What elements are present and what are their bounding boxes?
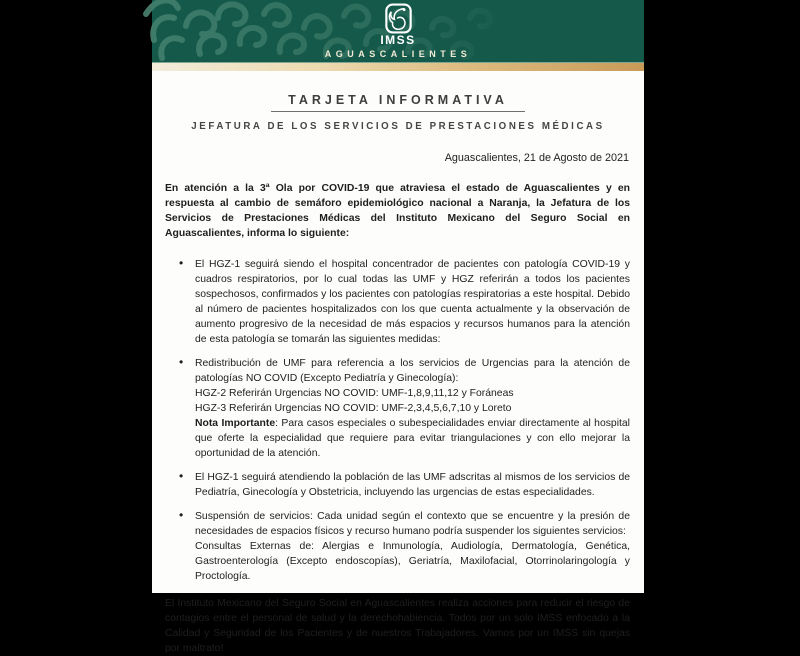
bullet-text: El HGZ-1 seguirá siendo el hospital concentrador de pacientes con patología COVID-19 y cuadros respiratorios, por lo cual todas las UMF y HGZ referirán a todos los pacientes sospechosos, confirmados y los pacientes con patologías respiratorias a este hospital. Debido al número de pacientes hospitalizados con los que cuenta actualmente y la observación de aumento progresivo de la necesidad de más espacios y recursos humanos para la atención de esta patología se tomarán las siguientes medidas: xyxy=(195,259,630,345)
bullet-text: Redistribución de UMF para referencia a los servicios de Urgencias para la atención de patologías NO COVID (Excepto Pediatría y Ginecología): xyxy=(195,358,630,384)
header-region-label: AGUASCALIENTES xyxy=(324,49,472,59)
date-line: Aguascalientes, 21 de Agosto de 2021 xyxy=(444,152,629,164)
bullet-item xyxy=(165,257,630,347)
gold-divider xyxy=(152,62,644,71)
bullet-item xyxy=(165,509,630,584)
intro-paragraph: En atención a la 3ª Ola por COVID-19 que atraviesa el estado de Aguascalientes y en respuesta al cambio de semáforo epidemiológico nacional a Naranja, la Jefatura de los Servicios de Prestaciones Médicas del Instituto Mexicano del Seguro Social en Aguascalientes, informa lo siguiente: xyxy=(165,183,630,239)
bullet-text: HGZ-2 Referirán Urgencias NO COVID: UMF-1,8,9,11,12 y Foráneas xyxy=(195,388,514,399)
imss-eagle-icon xyxy=(385,3,412,34)
bullet-text: : Para casos especiales o subespecialidades enviar directamente al hospital que oferte la especialidad que requiere para evitar triangulaciones y con ello mejorar la oportunidad de la atención. xyxy=(195,418,630,459)
document-body xyxy=(152,93,644,656)
bullet-text: El HGZ-1 seguirá atendiendo la población de las UMF adscritas al mismos de los servicios de Pediatría, Ginecología y Obstetricia, incluyendo las urgencias de estas especialidades. xyxy=(195,472,630,498)
bullet-text: Consultas Externas de: Alergias e Inmunología, Audiología, Dermatología, Genética, Gastroenterología (Excepto endoscopías), Geriatría, Maxilofacial, Otorrinolaringología y Proctología. xyxy=(195,541,630,582)
imss-logo xyxy=(152,0,644,59)
bullet-text: Suspensión de servicios: Cada unidad según el contexto que se encuentre y la presión de necesidades de espacios físicos y recurso humano podría suspender los siguientes servicios: xyxy=(195,511,630,537)
bullet-item xyxy=(165,356,630,461)
imss-header-band xyxy=(152,0,644,62)
bullet-text: HGZ-3 Referirán Urgencias NO COVID: UMF-2,3,4,5,6,7,10 y Loreto xyxy=(195,403,512,414)
document-page xyxy=(152,0,644,654)
document-title: TARJETA INFORMATIVA xyxy=(288,93,508,107)
bullet-item xyxy=(165,470,630,500)
imss-logo-text: IMSS xyxy=(380,33,416,47)
title-underline xyxy=(271,111,525,112)
document-subtitle: JEFATURA DE LOS SERVICIOS DE PRESTACIONES MÉDICAS xyxy=(191,121,605,132)
bullet-bold-text: Nota Importante xyxy=(195,418,276,429)
bullet-list xyxy=(165,257,630,584)
closing-paragraph: El Instituto Mexicano del Seguro Social en Aguascalientes realiza acciones para reducir el riesgo de contagios entre el personal de salud y la derechohabiencia. Todos por un solo IMSS enfocado a la Calidad y Seguridad de los Pacientes y de nuestros Trabajadores. Vamos por un IMSS sin quejas por maltrato! xyxy=(165,598,630,654)
